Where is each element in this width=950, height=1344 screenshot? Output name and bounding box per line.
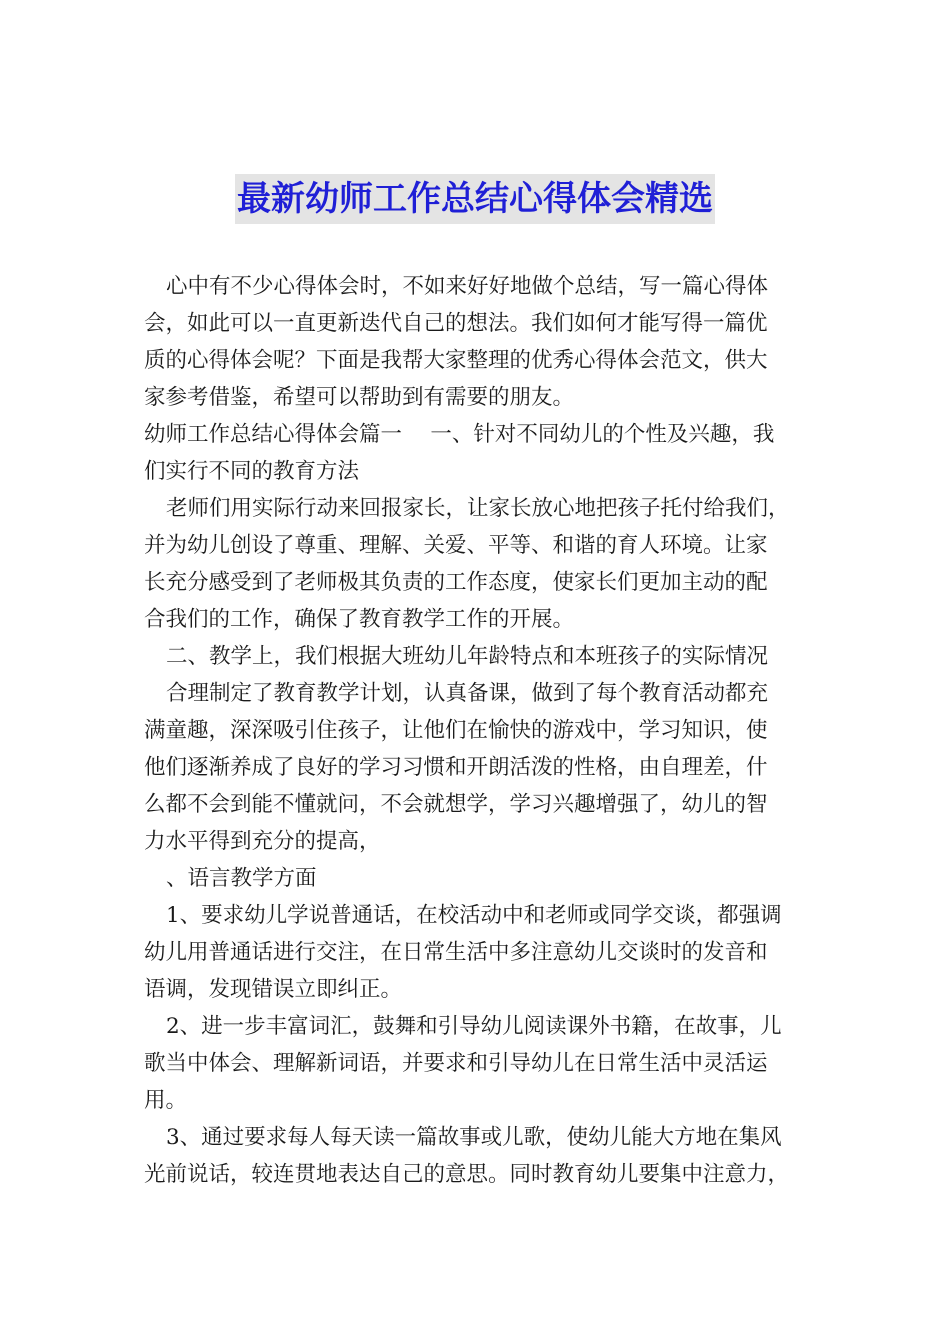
text-line: 合理制定了教育教学计划，认真备课，做到了每个教育活动都充 bbox=[166, 681, 769, 706]
text-line: 满童趣，深深吸引住孩子，让他们在愉快的游戏中，学习知识，使 bbox=[144, 718, 768, 743]
text-line: 光前说话，较连贯地表达自己的意思。同时教育幼儿要集中注意力， bbox=[144, 1162, 790, 1187]
text-line: 们实行不同的教育方法 bbox=[144, 459, 360, 484]
text-line: 并为幼儿创设了尊重、理解、关爱、平等、和谐的育人环境。让家 bbox=[144, 533, 768, 558]
text-line: 合我们的工作，确保了教育教学工作的开展。 bbox=[144, 607, 575, 632]
document-title: 最新幼师工作总结心得体会精选 bbox=[235, 174, 715, 224]
text-line: 二、教学上，我们根据大班幼儿年龄特点和本班孩子的实际情况 bbox=[166, 644, 769, 669]
text-line: 力水平得到充分的提高， bbox=[144, 829, 381, 854]
text-line: 歌当中体会、理解新词语，并要求和引导幼儿在日常生活中灵活运 bbox=[144, 1051, 768, 1076]
text-line: 长充分感受到了老师极其负责的工作态度，使家长们更加主动的配 bbox=[144, 570, 768, 595]
document-body bbox=[144, 268, 814, 1193]
text-line: 么都不会到能不懂就问，不会就想学，学习兴趣增强了，幼儿的智 bbox=[144, 792, 768, 817]
text-line: 会，如此可以一直更新迭代自己的想法。我们如何才能写得一篇优 bbox=[144, 311, 768, 336]
text-line: 2、进一步丰富词汇，鼓舞和引导幼儿阅读课外书籍，在故事，儿 bbox=[166, 1014, 782, 1039]
text-line: 1、要求幼儿学说普通话，在校活动中和老师或同学交谈，都强调 bbox=[166, 903, 782, 928]
text-line: 心中有不少心得体会时，不如来好好地做个总结，写一篇心得体 bbox=[166, 274, 769, 299]
text-line: 老师们用实际行动来回报家长，让家长放心地把孩子托付给我们， bbox=[166, 496, 790, 521]
text-line: 幼儿用普通话进行交注，在日常生活中多注意幼儿交谈时的发音和 bbox=[144, 940, 768, 965]
text-line: 语调，发现错误立即纠正。 bbox=[144, 977, 403, 1002]
text-line: 3、通过要求每人每天读一篇故事或儿歌，使幼儿能大方地在集风 bbox=[166, 1125, 782, 1150]
text-line: 他们逐渐养成了良好的学习习惯和开朗活泼的性格，由自理差，什 bbox=[144, 755, 768, 780]
text-line: 、语言教学方面 bbox=[166, 866, 317, 891]
text-line: 家参考借鉴，希望可以帮助到有需要的朋友。 bbox=[144, 385, 575, 410]
text-line: 幼师工作总结心得体会篇一 一、针对不同幼儿的个性及兴趣，我 bbox=[144, 422, 775, 447]
title-container bbox=[0, 174, 950, 224]
text-line: 质的心得体会呢？下面是我帮大家整理的优秀心得体会范文，供大 bbox=[144, 348, 768, 373]
text-line: 用。 bbox=[144, 1088, 188, 1113]
